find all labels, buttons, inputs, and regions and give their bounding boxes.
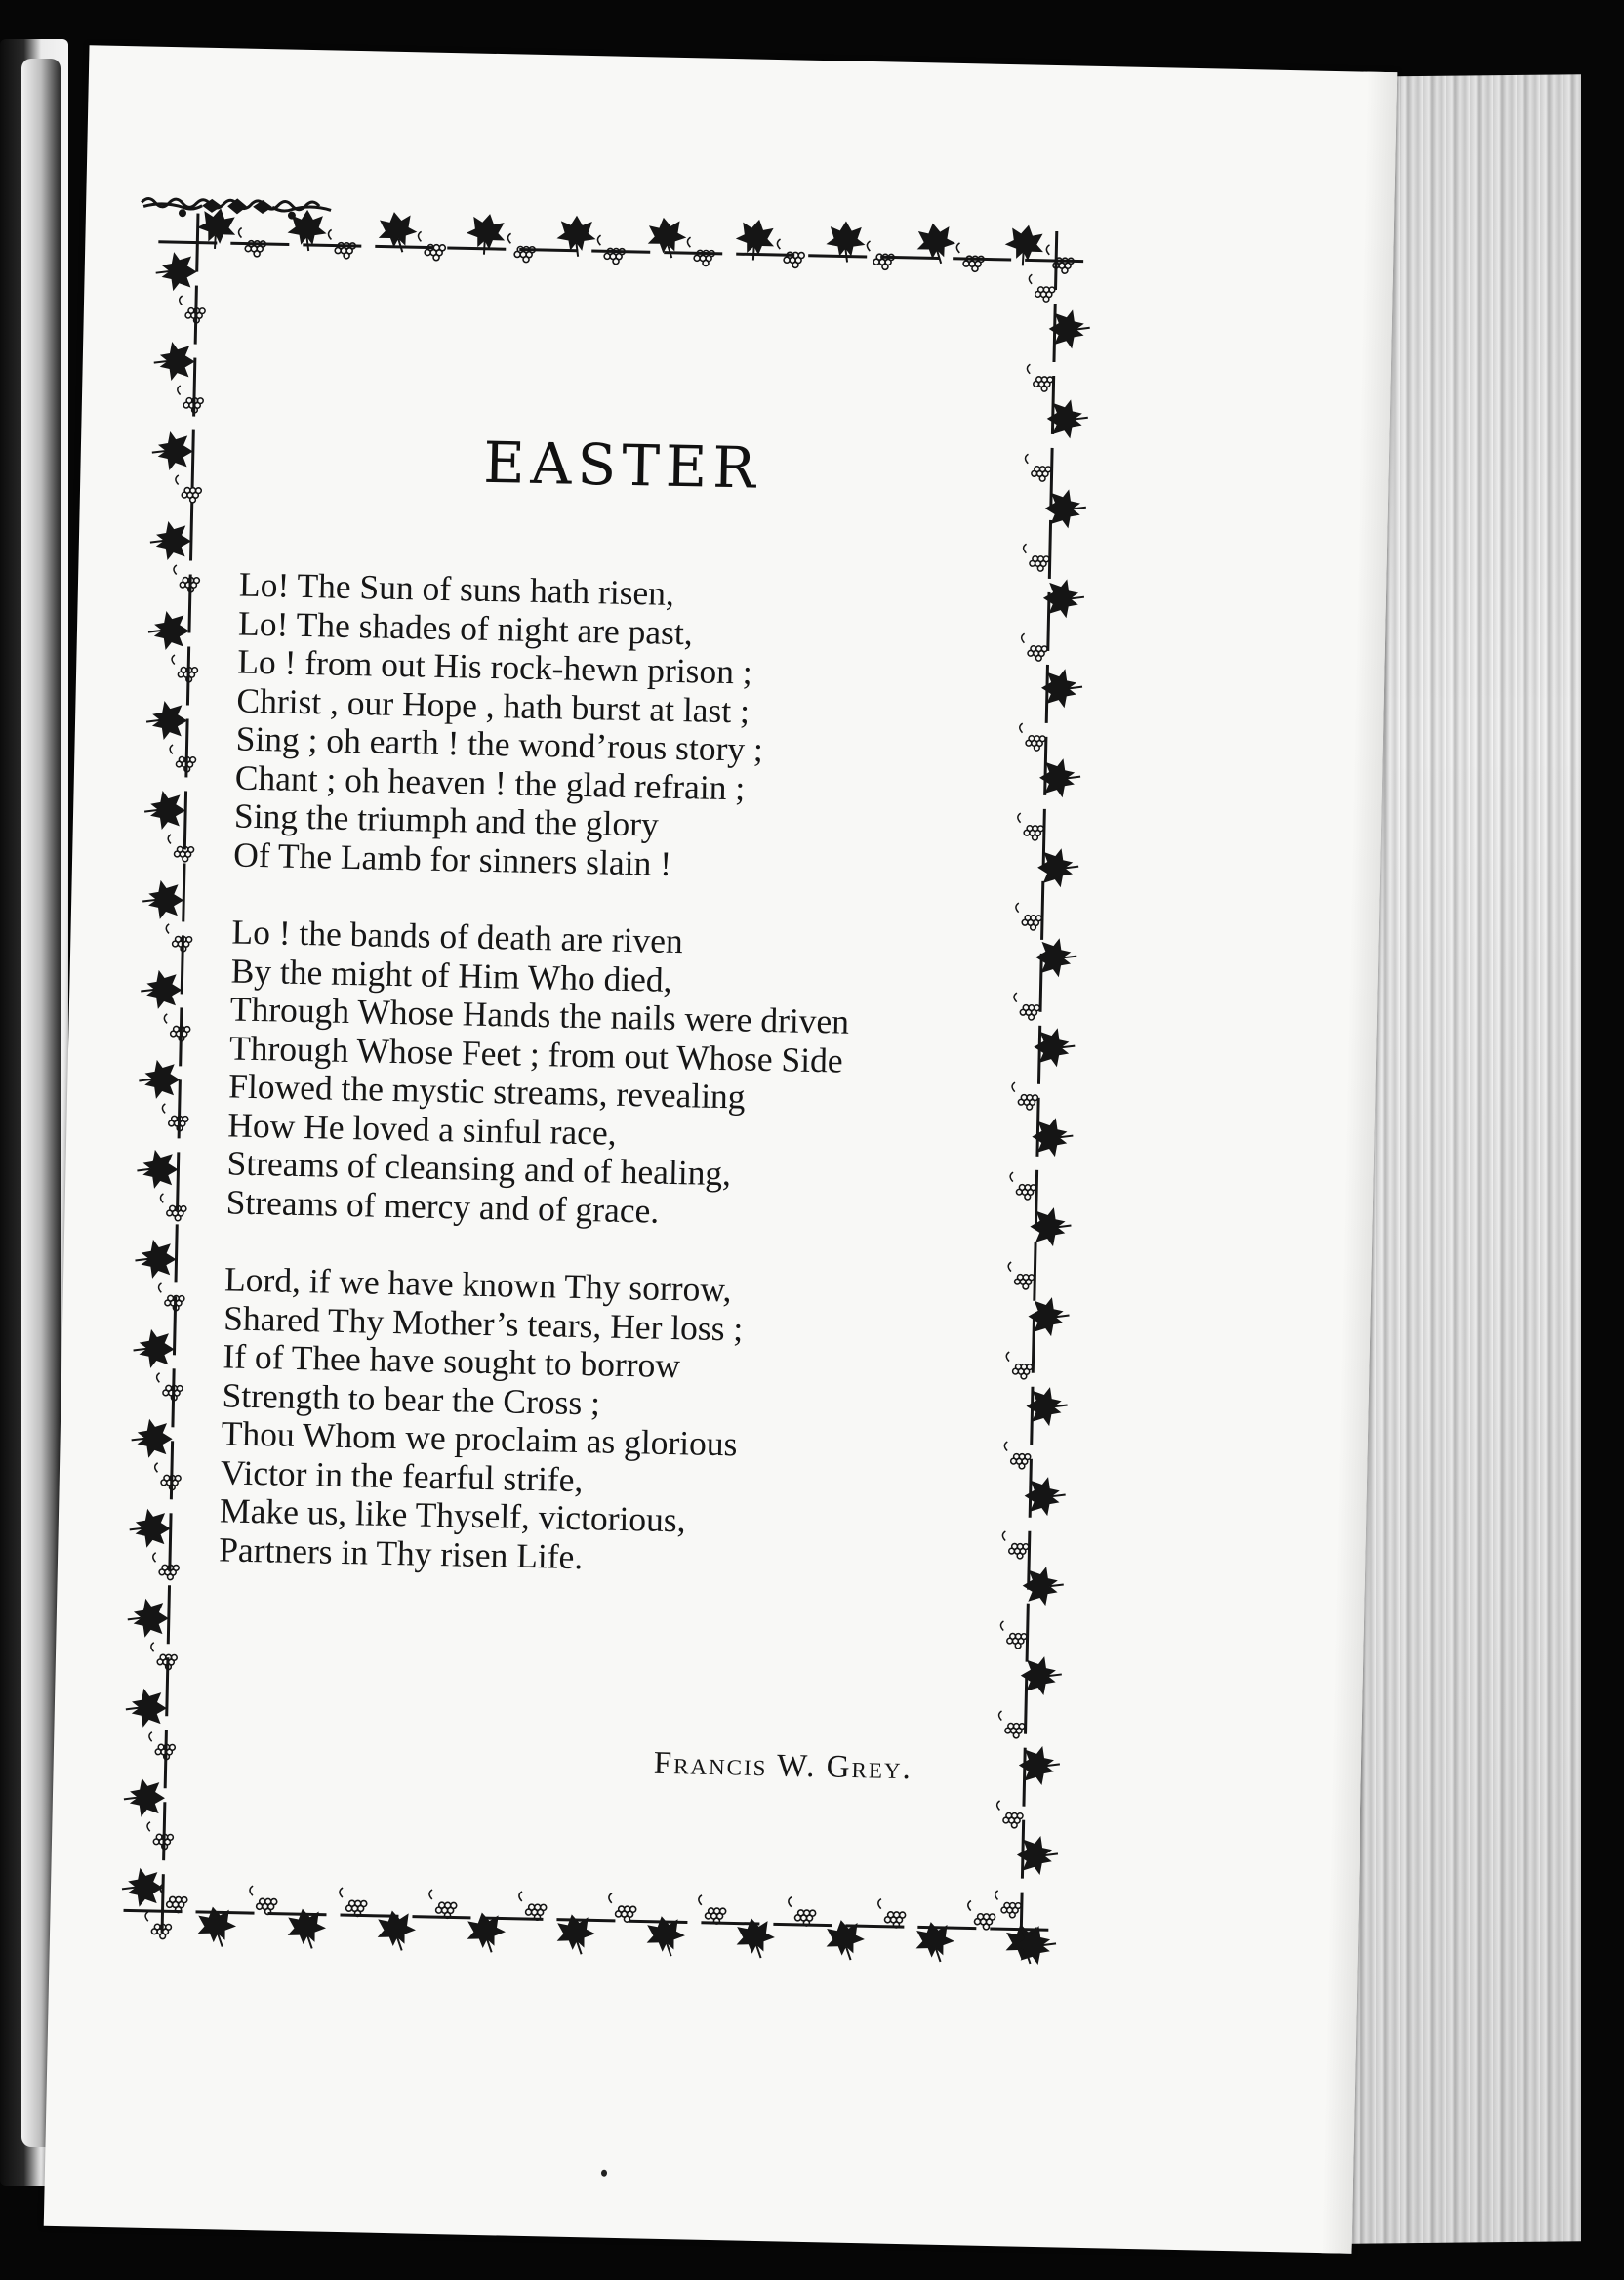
poem-line: Lord, if we have known Thy sorrow, [223, 1259, 732, 1310]
poem-line: Strength to bear the Cross ; [222, 1374, 601, 1422]
poem-line: Streams of mercy and of grace. [225, 1181, 660, 1231]
poem-line: Lo! The Sun of suns hath risen, [238, 564, 675, 613]
poem-line: Lo ! from out His rock-hewn prison ; [236, 641, 753, 692]
poem-line: If of Thee have sought to borrow [223, 1336, 681, 1386]
vine-border-frame [103, 192, 1106, 1954]
poem-line: Partners in Thy risen Life. [218, 1528, 584, 1576]
poem-line: Sing ; oh earth ! the wond’rous story ; [235, 718, 764, 769]
stanza-1 [233, 566, 1117, 893]
tailpiece-icon [140, 192, 336, 225]
poem-line: Victor in the fearful strife, [220, 1451, 584, 1499]
poem-line: Through Whose Hands the nails were driven [229, 989, 850, 1041]
ink-speck [601, 2170, 607, 2177]
poem-line: Sing the triumph and the glory [233, 795, 660, 844]
poem-line: Lo! The shades of night are past, [237, 603, 694, 652]
poem-line: Make us, like Thyself, victorious, [219, 1490, 687, 1540]
poem-line: Chant ; oh heaven ! the glad refrain ; [234, 757, 746, 807]
poem-title: EASTER [482, 428, 762, 502]
poem-line: Christ , our Hope , hath burst at last ; [236, 680, 751, 731]
poem-line: Flowed the mystic streams, revealing [227, 1066, 746, 1117]
poem-line: Of The Lamb for sinners slain ! [232, 834, 672, 883]
poem-line: How He loved a sinful race, [227, 1104, 618, 1153]
poem-body [218, 566, 1117, 1627]
poem-line: Shared Thy Mother’s tears, Her loss ; [223, 1297, 744, 1349]
poem-line: Lo ! the bands of death are riven [231, 912, 684, 961]
poem-line: Thou Whom we proclaim as glorious [221, 1413, 738, 1464]
book-page [44, 45, 1398, 2254]
poem-line: By the might of Him Who died, [230, 950, 672, 999]
poem-line: Through Whose Feet ; from out Whose Side [228, 1027, 844, 1080]
stanza-2 [225, 913, 1110, 1240]
poem-author: Francis W. Grey. [653, 1745, 914, 1787]
poem-line: Streams of cleansing and of healing, [226, 1143, 732, 1194]
stanza-3 [219, 1260, 1103, 1587]
